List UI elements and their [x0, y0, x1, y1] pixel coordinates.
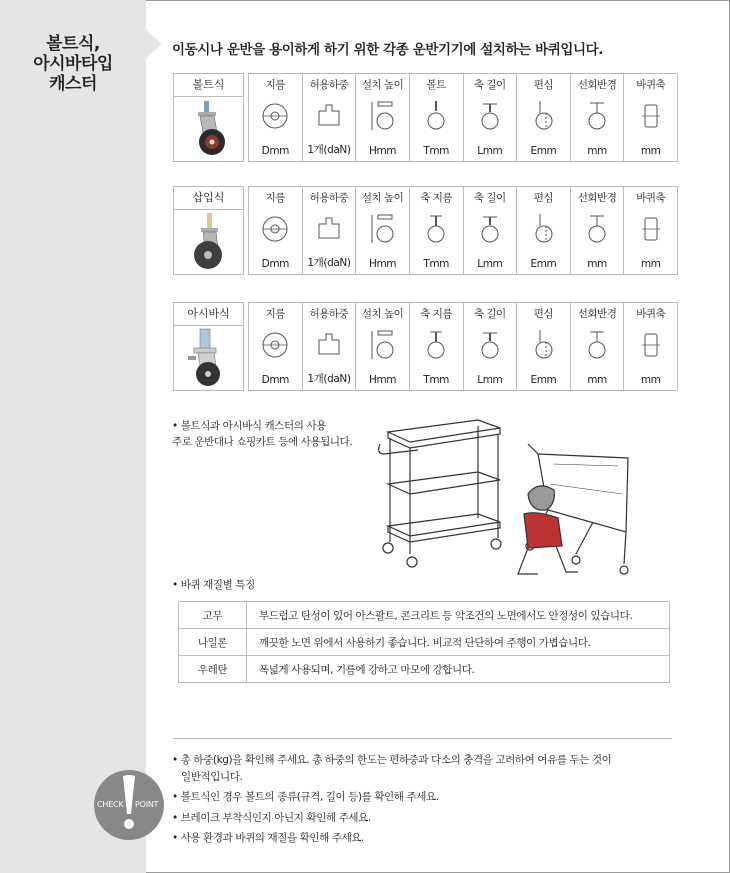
list-item: 일반적입니다. [181, 770, 243, 783]
divider [173, 738, 672, 739]
spec-label: 선회반경 [577, 192, 617, 204]
spec-col [624, 303, 677, 390]
wheel-axle-icon [624, 96, 677, 136]
spec-col [249, 187, 303, 274]
spec-unit: Lmm [477, 145, 503, 157]
ashiba-caster-image [174, 326, 243, 390]
spec-label: 설치 높이 [361, 308, 404, 320]
spec-label: 지름 [265, 308, 285, 320]
spec-unit: mm [587, 374, 607, 386]
spec-col [571, 187, 625, 274]
material-desc: 부드럽고 탄성이 있어 아스팔트, 콘크리트 등 악조건의 노면에서도 안정성이 있습니다. [247, 602, 670, 629]
sidebar-arrow [146, 30, 162, 58]
spec-label: 편심 [533, 79, 554, 91]
spec-col [303, 74, 357, 161]
spec-label: 바퀴축 [636, 192, 666, 204]
list-item: • 총 하중(kg)을 확인해 주세요. 총 하중의 한도는 편하중과 다소의 충격을 고려하여 여유를 두는 것이 [172, 754, 612, 766]
list-item: • 사용 환경과 바퀴의 재질을 확인해 주세요. [172, 832, 364, 844]
swivel-radius-icon [571, 209, 624, 249]
spec-col [517, 303, 571, 390]
material-name: 우레탄 [179, 656, 247, 683]
wheel-axle-icon [624, 209, 677, 249]
spec-label: 바퀴축 [636, 79, 666, 91]
spec-unit: Dmm [261, 145, 289, 157]
spec-label: 축 길이 [473, 79, 506, 91]
spec-col [303, 303, 357, 390]
spec-table-ashiba [248, 302, 678, 391]
spec-label: 축 길이 [473, 308, 506, 320]
sidebar-title-line: 아시바타입 [33, 54, 113, 74]
sidebar-title [0, 34, 146, 94]
spec-col [571, 74, 625, 161]
type-card-insert [173, 186, 244, 275]
load-icon [303, 209, 356, 249]
spec-unit: Hmm [368, 145, 397, 157]
spec-col [464, 74, 518, 161]
shaft-diameter-icon [410, 209, 463, 249]
materials-heading: • 바퀴 재질별 특징 [172, 579, 255, 591]
spec-col [410, 74, 464, 161]
shaft-length-icon [464, 325, 517, 365]
list-item: • 볼트식인 경우 볼트의 종류(규격, 길이 등)를 확인해 주세요. [172, 791, 439, 803]
spec-unit: mm [587, 258, 607, 270]
materials-table [178, 601, 670, 683]
spec-unit: Hmm [368, 258, 397, 270]
spec-unit: Lmm [477, 258, 503, 270]
spec-col [571, 303, 625, 390]
spec-unit: 1개(daN) [307, 257, 351, 269]
spec-unit: Emm [530, 374, 557, 386]
spec-unit: Emm [530, 145, 557, 157]
spec-label: 허용하중 [309, 192, 349, 204]
spec-unit: Hmm [368, 374, 397, 386]
spec-col [249, 303, 303, 390]
diameter-icon [249, 325, 302, 365]
spec-unit: 1개(daN) [307, 144, 351, 156]
shaft-length-icon [464, 209, 517, 249]
spec-label: 선회반경 [577, 79, 617, 91]
load-icon [303, 96, 356, 136]
offset-icon [517, 325, 570, 365]
spec-table-insert [248, 186, 678, 275]
load-icon [303, 325, 356, 365]
shaft-length-icon [464, 96, 517, 136]
offset-icon [517, 96, 570, 136]
spec-label: 볼트 [426, 79, 446, 91]
height-icon [356, 96, 409, 136]
type-name: 볼트식 [174, 74, 243, 97]
table-row [179, 629, 670, 656]
table-row [179, 602, 670, 629]
sidebar-title-line: 볼트식, [46, 34, 100, 54]
spec-unit: Lmm [477, 374, 503, 386]
spec-col [624, 74, 677, 161]
insert-caster-image [174, 210, 243, 274]
spec-label: 선회반경 [577, 308, 617, 320]
spec-col [517, 187, 571, 274]
spec-unit: mm [640, 374, 661, 386]
diameter-icon [249, 209, 302, 249]
spec-col [356, 74, 410, 161]
checkpoint-label-right: POINT [135, 800, 159, 809]
usage-note-body: 주로 운반대나 쇼핑카트 등에 사용됩니다. [172, 436, 353, 448]
spec-col [464, 187, 518, 274]
shaft-diameter-icon [410, 325, 463, 365]
spec-label: 지름 [265, 192, 285, 204]
spec-unit: Tmm [423, 145, 450, 157]
bolt-caster-image [174, 97, 243, 161]
spec-unit: Dmm [261, 258, 289, 270]
spec-label: 바퀴축 [636, 308, 666, 320]
bolt-icon [410, 96, 463, 136]
checkpoint-list [172, 752, 611, 847]
spec-label: 축 길이 [473, 192, 506, 204]
spec-unit: mm [640, 258, 661, 270]
type-card-bolt [173, 73, 244, 162]
spec-col [517, 74, 571, 161]
spec-label: 편심 [533, 192, 554, 204]
spec-label: 편심 [533, 308, 554, 320]
table-row [179, 656, 670, 683]
sidebar-title-line: 캐스터 [49, 74, 97, 94]
spec-unit: Emm [530, 258, 557, 270]
height-icon [356, 325, 409, 365]
sidebar [0, 0, 146, 873]
spec-label: 설치 높이 [361, 192, 404, 204]
spec-label: 축 지름 [420, 308, 453, 320]
usage-note-title: • 볼트식과 아시바식 캐스터의 사용 [172, 420, 326, 432]
spec-label: 축 지름 [420, 192, 453, 204]
type-name: 삽입식 [174, 187, 243, 210]
spec-col [356, 187, 410, 274]
spec-col [410, 187, 464, 274]
spec-unit: Tmm [423, 258, 450, 270]
spec-col [624, 187, 677, 274]
material-desc: 폭넓게 사용되며, 기름에 강하고 마모에 강합니다. [247, 656, 670, 683]
spec-label: 지름 [265, 79, 285, 91]
checkpoint-label-left: CHECK [97, 800, 124, 809]
spec-unit: Tmm [423, 374, 450, 386]
spec-col [356, 303, 410, 390]
spec-label: 설치 높이 [361, 79, 404, 91]
spec-col [303, 187, 357, 274]
material-name: 고무 [179, 602, 247, 629]
spec-col [464, 303, 518, 390]
material-name: 나일론 [179, 629, 247, 656]
spec-unit: 1개(daN) [307, 373, 351, 385]
spec-unit: Dmm [261, 374, 289, 386]
spec-unit: mm [587, 145, 607, 157]
type-card-ashiba [173, 302, 244, 391]
spec-label: 허용하중 [309, 79, 349, 91]
spec-unit: mm [640, 145, 661, 157]
material-desc: 깨끗한 노면 위에서 사용하기 좋습니다. 비교적 단단하여 주행이 가볍습니다. [247, 629, 670, 656]
cart-illustration [378, 414, 658, 582]
offset-icon [517, 209, 570, 249]
wheel-axle-icon [624, 325, 677, 365]
page-headline: 이동시나 운반을 용이하게 하기 위한 각종 운반기기에 설치하는 바퀴입니다. [172, 42, 603, 58]
type-name: 아시바식 [174, 303, 243, 326]
swivel-radius-icon [571, 325, 624, 365]
list-item: • 브레이크 부착식인지 아닌지 확인해 주세요. [172, 811, 371, 824]
height-icon [356, 209, 409, 249]
spec-col [410, 303, 464, 390]
spec-table-bolt [248, 73, 678, 162]
spec-col [249, 74, 303, 161]
diameter-icon [249, 96, 302, 136]
spec-label: 허용하중 [309, 308, 349, 320]
swivel-radius-icon [571, 96, 624, 136]
